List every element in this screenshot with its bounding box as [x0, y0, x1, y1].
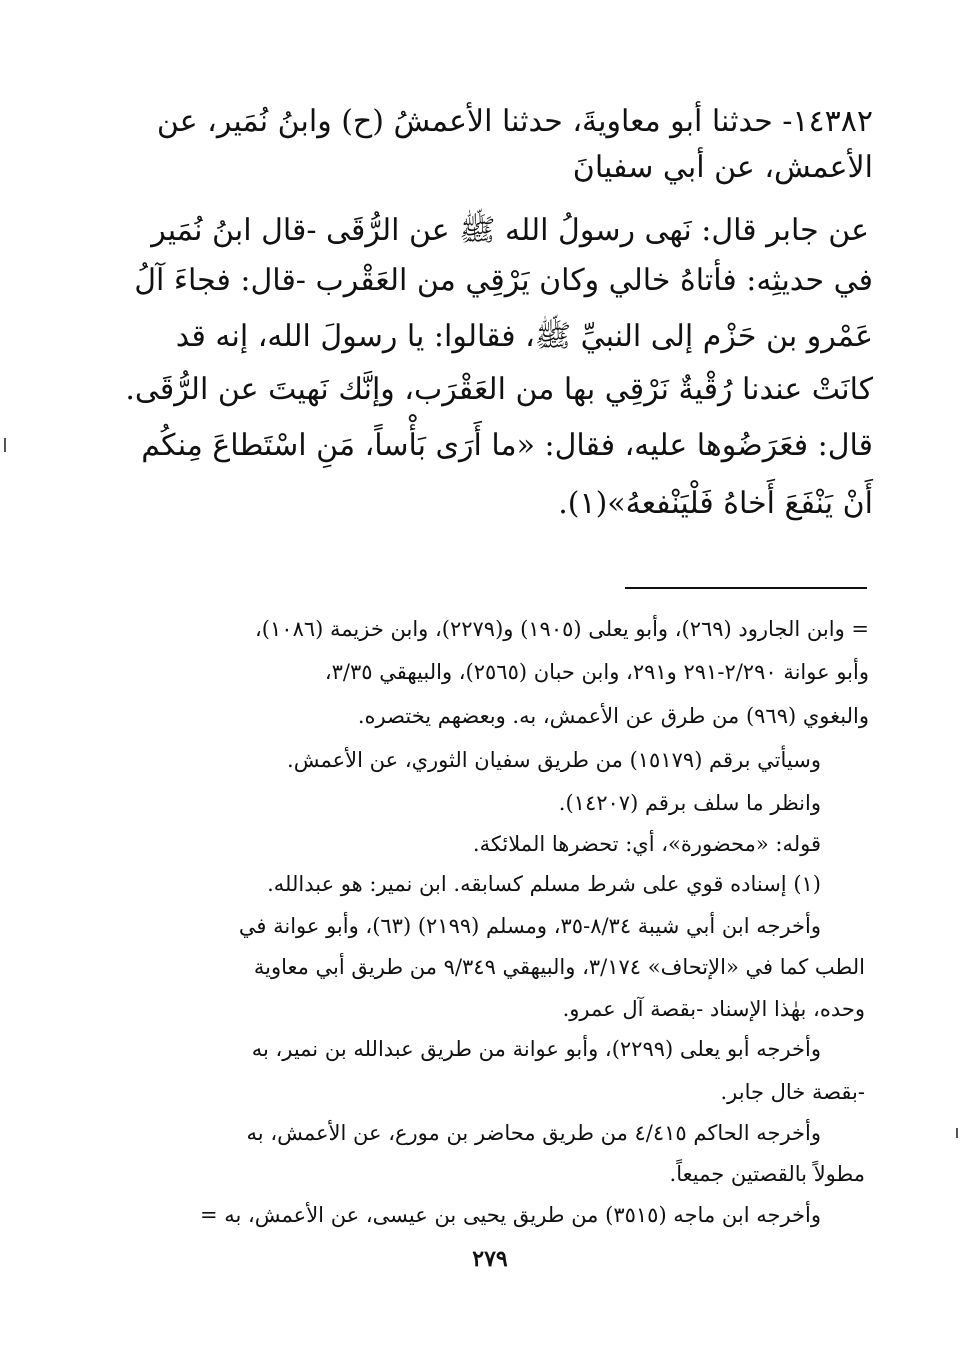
footnote-line: وأخرجه الحاكم ٤/٤١٥ من طريق محاضر بن مورع، عن الأعمش، به	[246, 1121, 821, 1145]
footnote-line: وحده، بهٰذا الإسناد -بقصة آل عمرو.	[562, 997, 865, 1021]
hadith-line: عن جابر قال: نَهى رسولُ الله ﷺ عن الرُّقَى -قال ابنُ نُمَير	[151, 213, 869, 248]
footnote-line: (١) إسناده قوي على شرط مسلم كسابقه. ابن نمير: هو عبدالله.	[267, 872, 821, 896]
footnote-line: الطب كما في «الإتحاف» ٣/١٧٤، والبيهقي ٩/٣٤٩ من طريق أبي معاوية	[253, 955, 865, 979]
footnote-line: وأخرجه ابن ماجه (٣٥١٥) من طريق يحيى بن عيسى، عن الأعمش، به =	[199, 1203, 821, 1227]
footnote-divider	[625, 587, 867, 589]
footnote-line: وسيأتي برقم (١٥١٧٩) من طريق سفيان الثوري، عن الأعمش.	[287, 748, 821, 772]
footnote-line: مطولاً بالقصتين جميعاً.	[669, 1162, 865, 1186]
scan-speck	[4, 438, 6, 452]
hadith-line: عَمْرو بن حَزْم إلى النبيِّ ﷺ، فقالوا: يا رسولَ الله، إنه قد	[175, 319, 873, 354]
footnote-line: وأبو عوانة ٢/٢٩٠-٢٩١ و٢٩١، وابن حبان (٢٥٦٥)، والبيهقي ٣/٣٥،	[324, 660, 869, 684]
hadith-line: في حديثِه: فأتاهُ خالي وكان يَرْقِي من العَقْرب -قال: فجاءَ آلُ	[134, 263, 873, 298]
hadith-line: أَنْ يَنْفَعَ أَخاهُ فَلْيَنْفعهُ»(١).	[558, 486, 873, 521]
hadith-line: الأعمش، عن أبي سفيانَ	[572, 150, 873, 185]
page-number: ٢٧٩	[472, 1246, 508, 1272]
footnote-line: -بقصة خال جابر.	[720, 1080, 865, 1104]
hadith-line: قال: فعَرَضُوها عليه، فقال: «ما أَرَى بَأْساً، مَنِ اسْتَطاعَ مِنكُم	[141, 428, 873, 463]
footnote-line: = وابن الجارود (٢٦٩)، وأبو يعلى (١٩٠٥) و(٢٢٧٩)، وابن خزيمة (١٠٨٦)،	[255, 617, 869, 641]
footnote-line: وأخرجه أبو يعلى (٢٢٩٩)، وأبو عوانة من طريق عبدالله بن نمير، به	[251, 1037, 821, 1061]
footnote-line: وانظر ما سلف برقم (١٤٢٠٧).	[558, 791, 821, 815]
hadith-line: كانَتْ عندنا رُقْيةٌ نَرْقِي بها من العَقْرَب، وإنَّك نَهيتَ عن الرُّقَى.	[125, 372, 873, 407]
footnote-line: والبغوي (٩٦٩) من طرق عن الأعمش، به. وبعضهم يختصره.	[357, 704, 869, 728]
hadith-line: ١٤٣٨٢- حدثنا أبو معاويةَ، حدثنا الأعمشُ (ح) وابنُ نُمَير، عن	[156, 104, 873, 139]
footnote-line: وأخرجه ابن أبي شيبة ٨/٣٤-٣٥، ومسلم (٢١٩٩) (٦٣)، وأبو عوانة في	[238, 914, 821, 938]
footnote-line: قوله: «محضورة»، أي: تحضرها الملائكة.	[472, 832, 821, 856]
scan-speck	[956, 1128, 958, 1138]
